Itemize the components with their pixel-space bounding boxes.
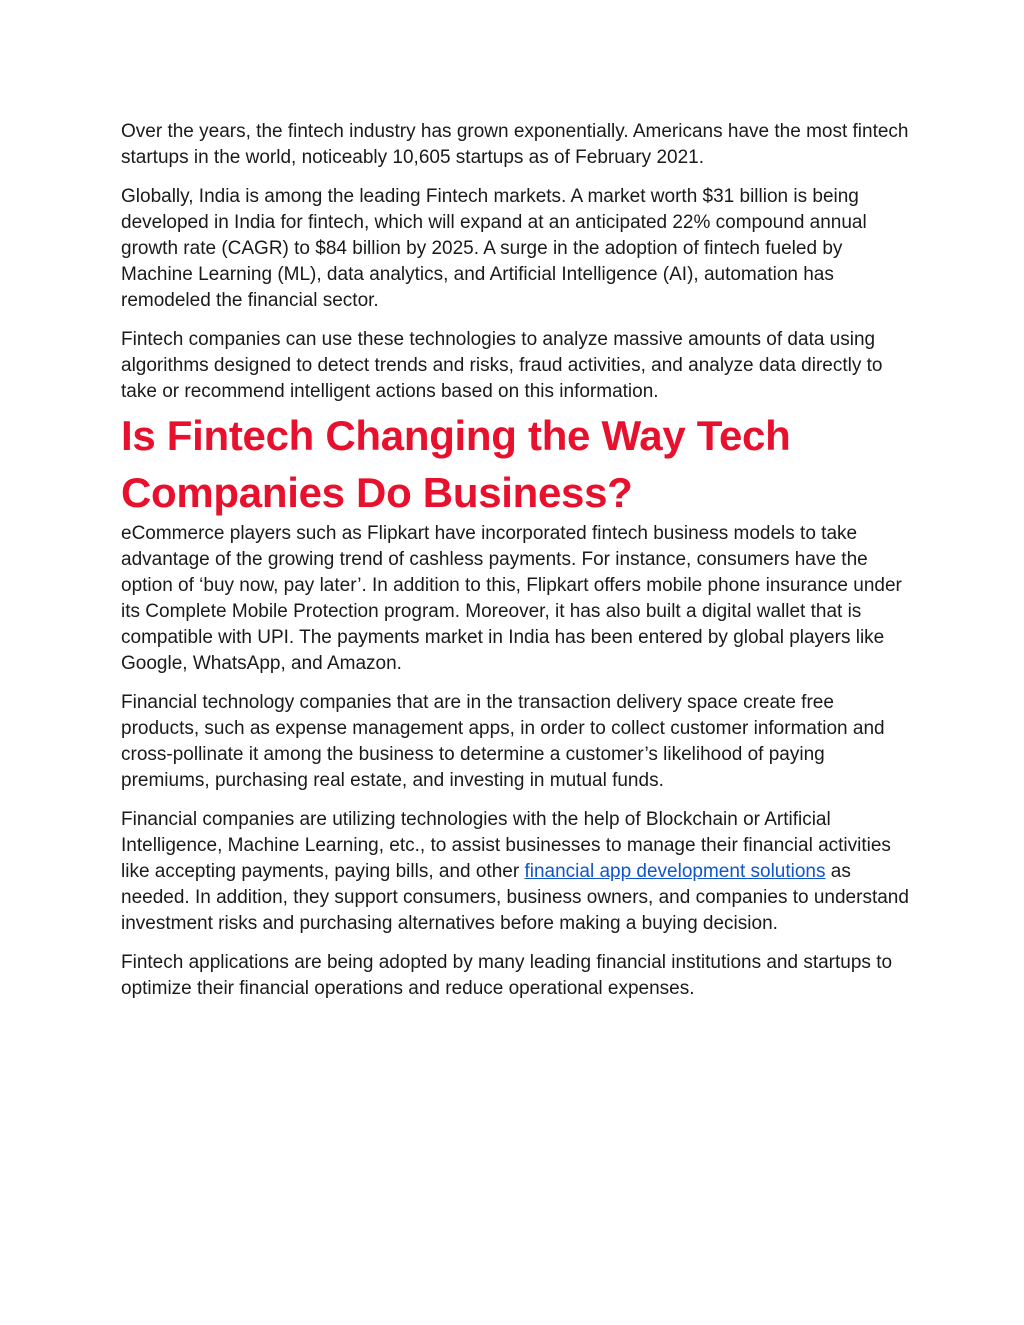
paragraph-technologies: Fintech companies can use these technologies to analyze massive amounts of data using algorithms designed to detect trends and risks, fraud activities, and analyze data directly to take or recommend intelligent actions based on this information. [121,329,883,402]
paragraph-fintech-applications: Fintech applications are being adopted by many leading financial institutions and startups to optimize their financial operations and reduce operational expenses. [121,952,893,999]
paragraph-startups: Over the years, the fintech industry has grown exponentially. Americans have the most fintech startups in the world, noticeably 10,605 startups as of February 2021. [121,121,909,168]
section-heading: Is Fintech Changing the Way Tech Companies Do Business? [121,412,791,516]
paragraph-text-after-link: as needed. In addition, they support consumers, business owners, and companies to understand investment risks and purchasing alternatives before making a buying decision. [121,861,909,934]
paragraph-ecommerce: eCommerce players such as Flipkart have incorporated fintech business models to take advantage of the growing trend of cashless payments. For instance, consumers have the option of ‘buy now, pay later’. In addition to this, Flipkart offers mobile phone insurance under its Complete Mobile Protection program. Moreover, it has also built a digital wallet that is compatible with UPI. The payments market in India has been entered by global players like Google, WhatsApp, and Amazon. [121,523,902,674]
paragraph-transaction-delivery: Financial technology companies that are in the transaction delivery space create free products, such as expense management apps, in order to collect customer information and cross-pollinate it among the business to determine a customer’s likelihood of paying premiums, purchasing real estate, and investing in mutual funds. [121,692,885,791]
paragraph-text-before-link: Financial companies are utilizing technologies with the help of Blockchain or Artificial Intelligence, Machine Learning, etc., to assist businesses to manage their financial activities like accepting payments, paying bills, and other [121,809,891,882]
document-page [121,119,911,1015]
paragraph-india-market: Globally, India is among the leading Fintech markets. A market worth $31 billion is being developed in India for fintech, which will expand at an anticipated 22% compound annual growth rate (CAGR) to $84 billion by 2025. A surge in the adoption of fintech fueled by Machine Learning (ML), data analytics, and Artificial Intelligence (AI), automation has remodeled the financial sector. [121,186,867,311]
financial-app-development-link[interactable]: financial app development solutions [524,861,826,882]
paragraph-financial-companies [121,807,911,937]
